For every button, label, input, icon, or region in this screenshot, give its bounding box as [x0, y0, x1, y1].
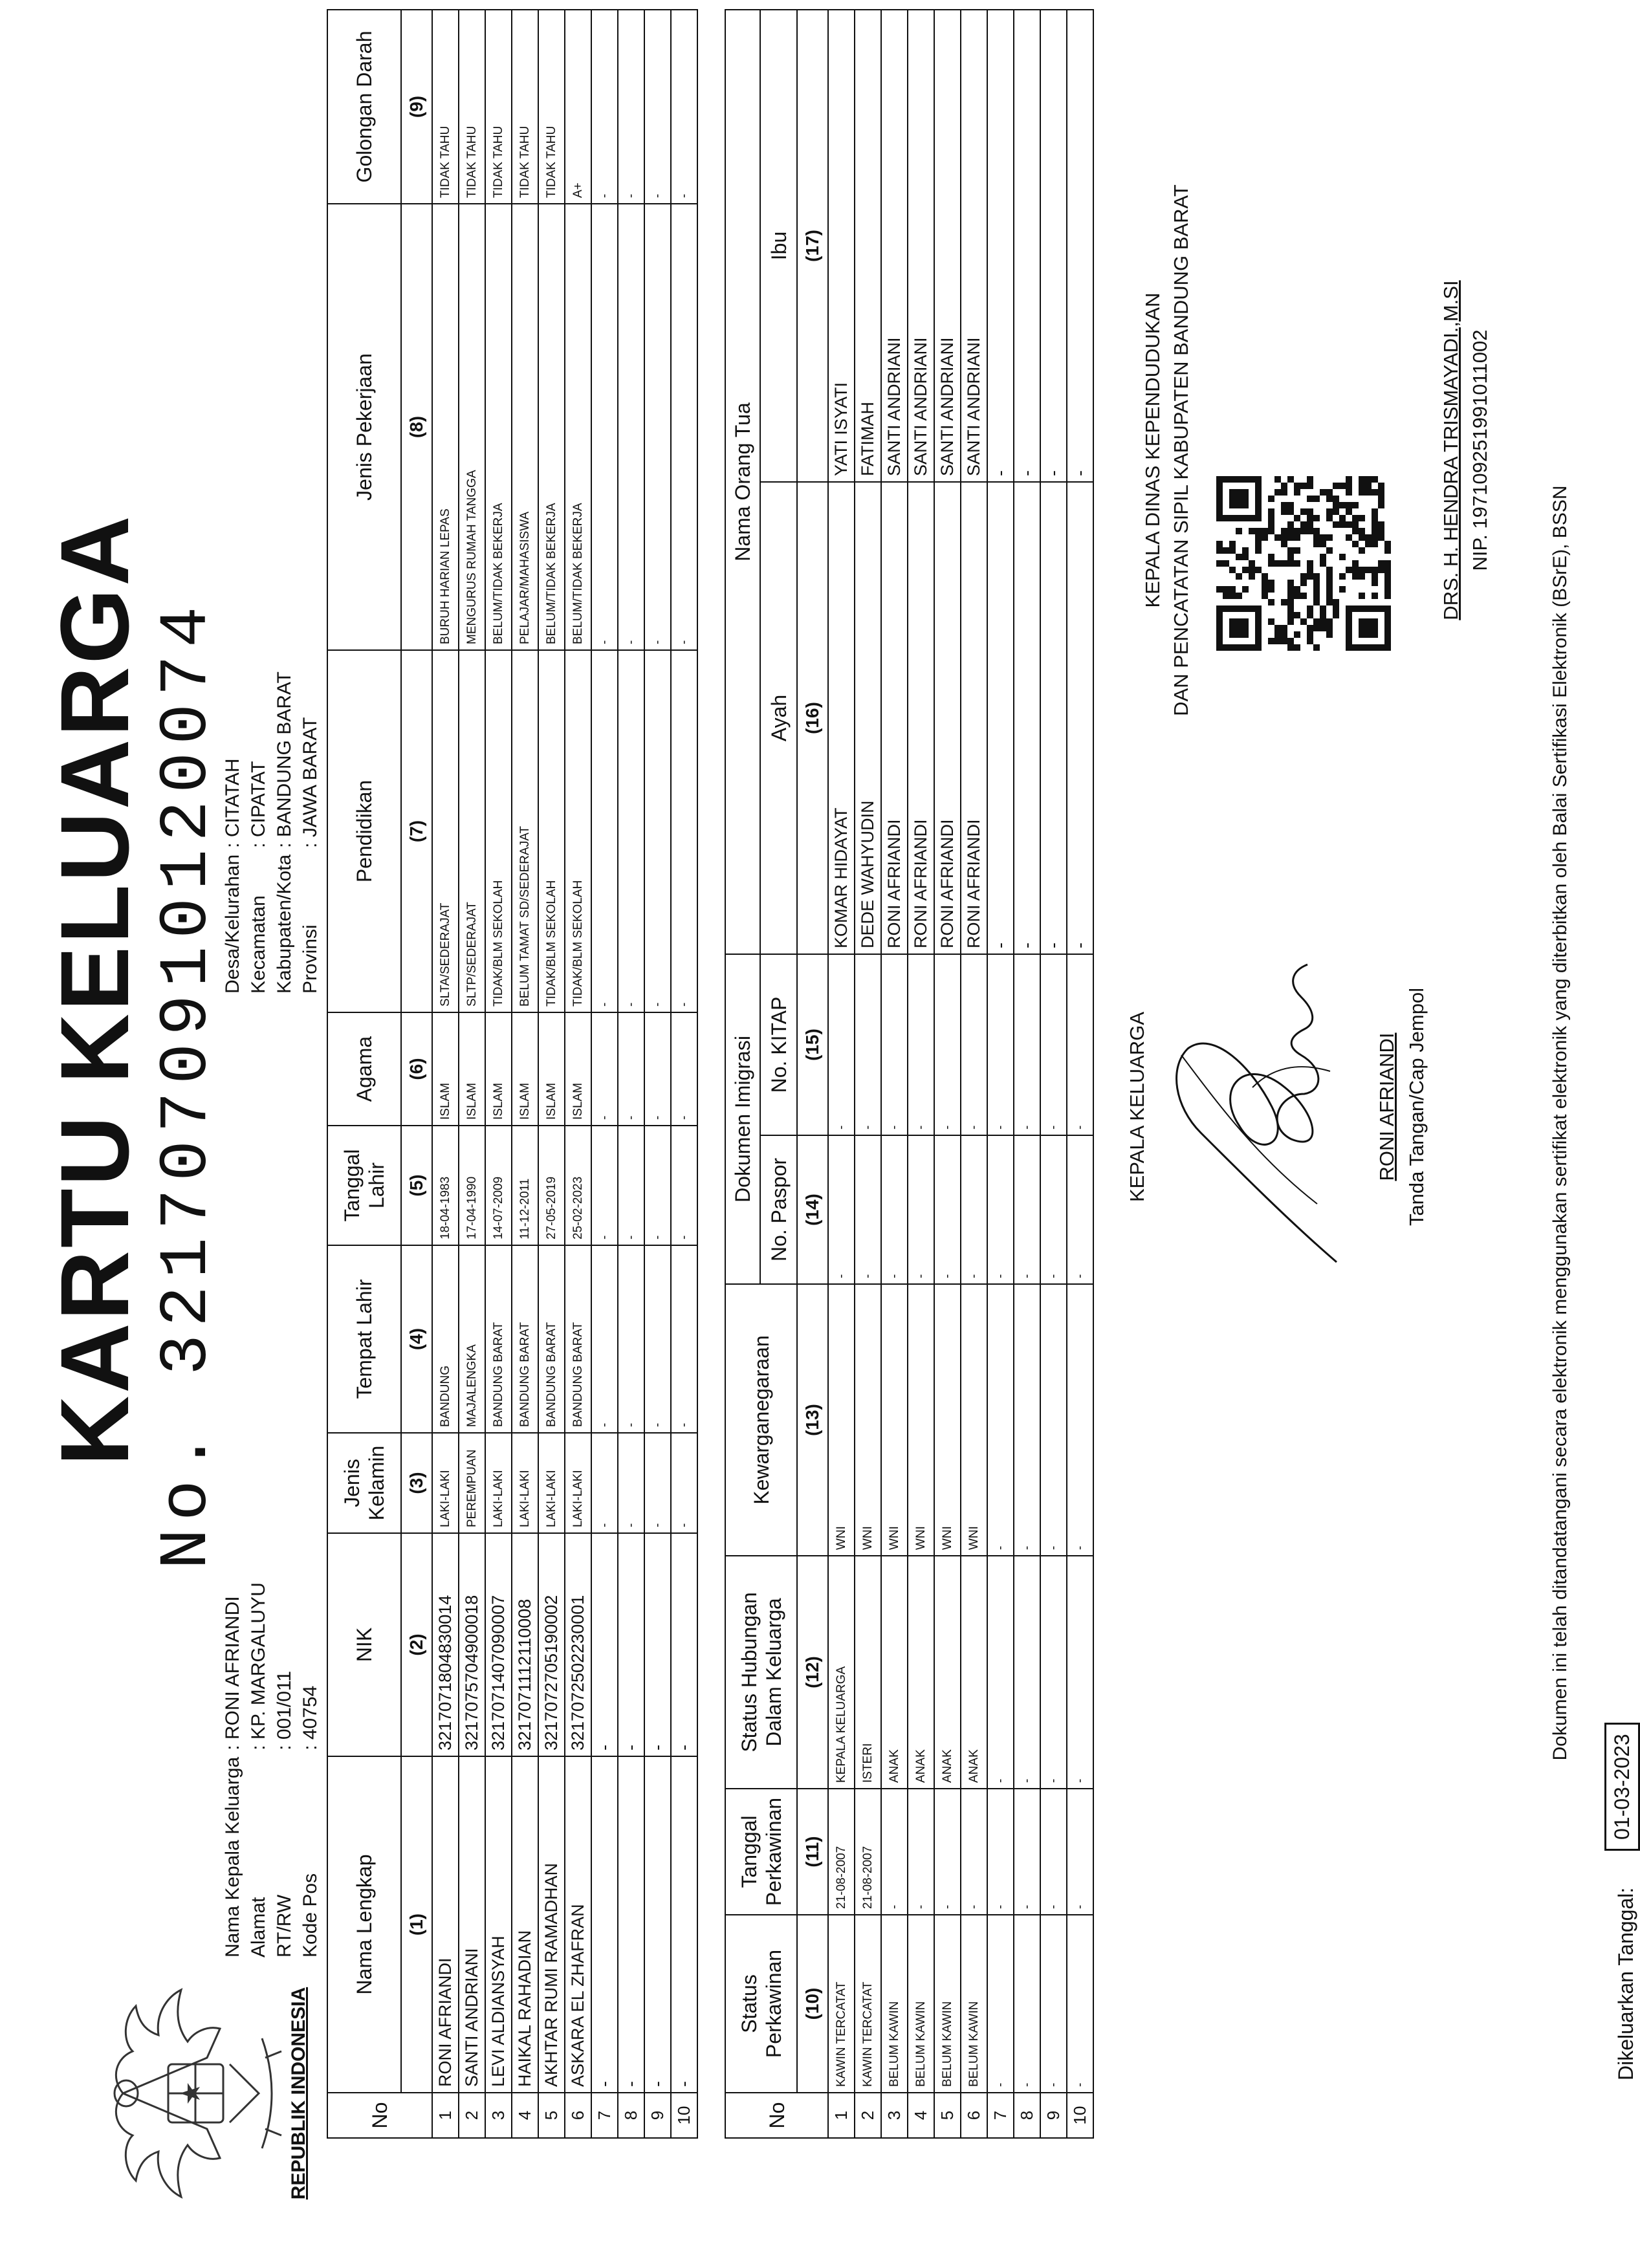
table-cell: - [671, 10, 697, 204]
table-cell: 3 [881, 2093, 908, 2138]
table-cell: - [618, 650, 644, 1012]
table-cell: 10 [1067, 2093, 1093, 2138]
handwritten-signature [1162, 913, 1362, 1301]
table-cell: - [671, 1126, 697, 1245]
table-cell: - [644, 204, 671, 650]
table-cell: WNI [881, 1284, 908, 1556]
table-cell: - [1067, 1789, 1093, 1915]
table-cell: - [671, 1012, 697, 1126]
table-cell: KEPALA KELUARGA [828, 1556, 855, 1789]
table-cell: - [671, 1756, 697, 2093]
table-cell: ISLAM [512, 1012, 538, 1126]
table-cell: 4 [512, 2093, 538, 2138]
table-cell: - [1040, 1915, 1067, 2093]
table-cell: 25-02-2023 [565, 1126, 591, 1245]
table-cell: - [987, 1556, 1014, 1789]
table-cell: SANTI ANDRIANI [459, 1756, 485, 2093]
table-cell: TIDAK TAHU [432, 10, 459, 204]
col-header-marital-status: Status Perkawinan [725, 1915, 797, 2093]
table-cell: - [934, 1135, 961, 1284]
table-cell: TIDAK/BLM SEKOLAH [565, 650, 591, 1012]
table-cell: RONI AFRIANDI [908, 482, 934, 954]
table-cell: - [591, 1533, 618, 1756]
address-value: : KP. MARGALUYU [246, 1582, 272, 1750]
table-cell: - [1014, 10, 1040, 482]
table-cell: - [987, 10, 1014, 482]
table-cell: - [1067, 10, 1093, 482]
table-cell: BELUM/TIDAK BEKERJA [538, 204, 565, 650]
info-label: Desa/Kelurahan [222, 854, 243, 994]
table-cell: - [644, 1533, 671, 1756]
province-value: : JAWA BARAT [298, 671, 323, 848]
table-cell: ISLAM [459, 1012, 485, 1126]
info-label: RT/RW [274, 1894, 295, 1957]
table-cell: LAKI-LAKI [485, 1433, 512, 1533]
col-header-no: No [725, 2093, 828, 2138]
table-cell: ANAK [934, 1556, 961, 1789]
table-cell: BELUM KAWIN [934, 1915, 961, 2093]
village-value: : CITATAH [220, 671, 246, 848]
table-cell: - [591, 1756, 618, 2093]
issued-date-value: 01-03-2023 [1604, 1723, 1640, 1851]
table-cell: - [908, 954, 934, 1135]
table-cell: - [961, 954, 987, 1135]
table-cell: SANTI ANDRIANI [934, 10, 961, 482]
table-cell: 3217071407090007 [485, 1533, 512, 1756]
table-cell: TIDAK TAHU [538, 10, 565, 204]
table-row [1067, 10, 1093, 2138]
table-cell: 6 [961, 2093, 987, 2138]
table-cell: MAJALENGKA [459, 1245, 485, 1433]
table-cell: - [671, 204, 697, 650]
table-row [987, 10, 1014, 2138]
table-cell: TIDAK/BLM SEKOLAH [485, 650, 512, 1012]
col-number: (7) [401, 650, 432, 1012]
table-cell: BELUM/TIDAK BEKERJA [565, 204, 591, 650]
table-cell: 3217071112110008 [512, 1533, 538, 1756]
table-cell: TIDAK/BLM SEKOLAH [538, 650, 565, 1012]
table-cell: ANAK [961, 1556, 987, 1789]
table-cell: FATIMAH [855, 10, 881, 482]
table-cell: - [644, 10, 671, 204]
info-label: Kabupaten/Kota [274, 854, 295, 994]
table-row [644, 10, 671, 2138]
table-cell: ANAK [908, 1556, 934, 1789]
table-cell: TIDAK TAHU [512, 10, 538, 204]
table-cell: SANTI ANDRIANI [908, 10, 934, 482]
official-title-line-1: KEPALA DINAS KEPENDUDUKAN [1141, 292, 1164, 608]
table-cell: - [1067, 482, 1093, 954]
table-cell: - [828, 1135, 855, 1284]
col-header-kitap: No. KITAP [760, 954, 797, 1135]
col-header-mother: Ibu [760, 10, 797, 482]
table-cell: BELUM/TIDAK BEKERJA [485, 204, 512, 650]
table-cell: - [1040, 1284, 1067, 1556]
col-number: (5) [401, 1126, 432, 1245]
table-cell: - [1014, 1789, 1040, 1915]
col-header-education: Pendidikan [327, 650, 401, 1012]
table-cell: - [591, 1433, 618, 1533]
signature-role: KEPALA KELUARGA [1126, 1011, 1148, 1203]
table-cell: 8 [618, 2093, 644, 2138]
table-row [671, 10, 697, 2138]
col-header-citizenship: Kewarganegaraan [725, 1284, 797, 1556]
table-row [961, 10, 987, 2138]
col-number: (17) [797, 10, 828, 482]
table-cell: LEVI ALDIANSYAH [485, 1756, 512, 2093]
table-cell: SLTP/SEDERAJAT [459, 650, 485, 1012]
table-cell: 5 [934, 2093, 961, 2138]
table-cell: - [644, 1245, 671, 1433]
col-number: (12) [797, 1556, 828, 1789]
table-cell: 9 [1040, 2093, 1067, 2138]
table-cell: KAWIN TERCATAT [855, 1915, 881, 2093]
table-cell: - [591, 1126, 618, 1245]
table-cell: ANAK [881, 1556, 908, 1789]
table-cell: - [618, 10, 644, 204]
col-number: (9) [401, 10, 432, 204]
table-row [1014, 10, 1040, 2138]
table-cell: - [1014, 1284, 1040, 1556]
table-cell: - [881, 954, 908, 1135]
district-value: : CIPATAT [246, 671, 272, 848]
table-cell: - [908, 1135, 934, 1284]
table-cell: RONI AFRIANDI [881, 482, 908, 954]
table-cell: - [591, 10, 618, 204]
table-cell: - [934, 1789, 961, 1915]
table-cell: LAKI-LAKI [512, 1433, 538, 1533]
info-label: Kode Pos [300, 1873, 321, 1957]
family-card-number: No. 3217070910120074 [149, 598, 226, 1569]
table-row [855, 10, 881, 2138]
table-cell: 18-04-1983 [432, 1126, 459, 1245]
table-cell: - [591, 1012, 618, 1126]
table-cell: - [1040, 1135, 1067, 1284]
table-row [485, 10, 512, 2138]
table-cell: BELUM TAMAT SD/SEDERAJAT [512, 650, 538, 1012]
table-row [512, 10, 538, 2138]
table-row [1040, 10, 1067, 2138]
table-cell: - [961, 1789, 987, 1915]
table-cell: - [961, 1135, 987, 1284]
col-number: (10) [797, 1915, 828, 2093]
col-header-father: Ayah [760, 482, 797, 954]
table-cell: - [591, 1245, 618, 1433]
table-cell: ASKARA EL ZHAFRAN [565, 1756, 591, 2093]
table-cell: - [591, 204, 618, 650]
col-header-name: Nama Lengkap [327, 1756, 401, 2093]
col-number: (1) [401, 1756, 432, 2093]
table-cell: - [1067, 1135, 1093, 1284]
table-row [591, 10, 618, 2138]
table-cell: 4 [908, 2093, 934, 2138]
table-cell: RONI AFRIANDI [934, 482, 961, 954]
table-cell: 27-05-2019 [538, 1126, 565, 1245]
table-cell: - [671, 650, 697, 1012]
table-cell: 17-04-1990 [459, 1126, 485, 1245]
table-cell: - [644, 1126, 671, 1245]
table-cell: KOMAR HIDAYAT [828, 482, 855, 954]
table-cell: - [618, 1245, 644, 1433]
table-cell: - [618, 204, 644, 650]
table-cell: YATI ISYATI [828, 10, 855, 482]
table-row [618, 10, 644, 2138]
electronic-signature-note: Dokumen ini telah ditandatangani secara elektronik menggunakan sertifikat elektronik yang diterbitkan oleh Balai Sertifikasi Elektronik (BSrE), BSSN [1549, 485, 1571, 1761]
table-cell: 2 [459, 2093, 485, 2138]
col-number: (13) [797, 1284, 828, 1556]
signatory-name: RONI AFRIANDI [1375, 1032, 1398, 1181]
family-members-body [432, 10, 697, 2138]
col-header-immigration-docs: Dokumen Imigrasi [725, 954, 760, 1284]
table-cell: - [644, 1756, 671, 2093]
table-cell: - [855, 1135, 881, 1284]
table-cell: 1 [432, 2093, 459, 2138]
document-title: KARTU KELUARGA [40, 513, 149, 1466]
table-cell: - [1067, 1556, 1093, 1789]
table-cell: - [618, 1126, 644, 1245]
table-cell: - [618, 1756, 644, 2093]
table-cell: 3217075704900018 [459, 1533, 485, 1756]
table-cell: BANDUNG BARAT [538, 1245, 565, 1433]
postal-code-value: : 40754 [298, 1582, 323, 1750]
table-cell: - [1014, 1915, 1040, 2093]
table-cell: WNI [828, 1284, 855, 1556]
table-row [459, 10, 485, 2138]
table-cell: BURUH HARIAN LEPAS [432, 204, 459, 650]
table-cell: 11-12-2011 [512, 1126, 538, 1245]
table-cell: - [881, 1135, 908, 1284]
table-cell: - [855, 954, 881, 1135]
table-cell: - [987, 482, 1014, 954]
col-header-marriage-date: Tanggal Perkawinan [725, 1789, 797, 1915]
col-header-passport: No. Paspor [760, 1135, 797, 1284]
family-members-table [327, 9, 698, 2139]
civil-status-body [828, 10, 1093, 2138]
table-cell: PELAJAR/MAHASISWA [512, 204, 538, 650]
col-header-gender: Jenis Kelamin [327, 1433, 401, 1533]
table-cell: - [1067, 1284, 1093, 1556]
col-header-blood-type: Golongan Darah [327, 10, 401, 204]
table-cell: A+ [565, 10, 591, 204]
table-cell: - [644, 650, 671, 1012]
table-cell: - [671, 1533, 697, 1756]
table-cell: SANTI ANDRIANI [961, 10, 987, 482]
table-cell: - [1040, 1556, 1067, 1789]
head-of-family-signature-block [1126, 800, 1428, 1414]
table-cell: 3217071804830014 [432, 1533, 459, 1756]
table-cell: WNI [961, 1284, 987, 1556]
table-cell: - [987, 1915, 1014, 2093]
col-header-no: No [327, 2093, 432, 2138]
official-title-block [1139, 159, 1196, 741]
col-header-relationship: Status Hubungan Dalam Keluarga [725, 1556, 797, 1789]
civil-status-table [725, 9, 1094, 2139]
table-cell: BELUM KAWIN [961, 1915, 987, 2093]
col-header-nik: NIK [327, 1533, 401, 1756]
table-row [828, 10, 855, 2138]
signature-caption: Tanda Tangan/Cap Jempol [1405, 987, 1428, 1227]
col-number: (11) [797, 1789, 828, 1915]
table-cell: LAKI-LAKI [432, 1433, 459, 1533]
table-cell: ISTERI [855, 1556, 881, 1789]
regency-value: : BANDUNG BARAT [272, 671, 298, 848]
table-cell: 9 [644, 2093, 671, 2138]
col-header-birthplace: Tempat Lahir [327, 1245, 401, 1433]
table-cell: 21-08-2007 [828, 1789, 855, 1915]
table-cell: 3217072705190002 [538, 1533, 565, 1756]
table-cell: BANDUNG BARAT [512, 1245, 538, 1433]
table-row [538, 10, 565, 2138]
table-cell: SLTA/SEDERAJAT [432, 650, 459, 1012]
table-cell: LAKI-LAKI [565, 1433, 591, 1533]
info-label: Nama Kepala Keluarga [222, 1756, 243, 1957]
table-cell: 1 [828, 2093, 855, 2138]
table-cell: - [1067, 954, 1093, 1135]
table-cell: - [671, 1433, 697, 1533]
col-header-parents: Nama Orang Tua [725, 10, 760, 954]
table-row [881, 10, 908, 2138]
table-cell: - [1067, 1915, 1093, 2093]
table-cell: RONI AFRIANDI [432, 1756, 459, 2093]
table-cell: WNI [908, 1284, 934, 1556]
table-cell: - [644, 1433, 671, 1533]
country-label: REPUBLIK INDONESIA [288, 1987, 309, 2200]
col-header-occupation: Jenis Pekerjaan [327, 204, 401, 650]
table-cell: 6 [565, 2093, 591, 2138]
info-label: Provinsi [300, 924, 321, 994]
table-cell: SANTI ANDRIANI [881, 10, 908, 482]
col-number: (16) [797, 482, 828, 954]
table-cell: - [828, 954, 855, 1135]
region-info [220, 671, 323, 994]
table-cell: - [987, 954, 1014, 1135]
issued-date-label: Dikeluarkan Tanggal: [1614, 1887, 1637, 2080]
info-label: Alamat [248, 1897, 269, 1957]
table-cell: 8 [1014, 2093, 1040, 2138]
col-number: (8) [401, 204, 432, 650]
table-row [432, 10, 459, 2138]
table-cell: 5 [538, 2093, 565, 2138]
table-cell: 14-07-2009 [485, 1126, 512, 1245]
table-row [565, 10, 591, 2138]
col-header-birthdate: Tanggal Lahir [327, 1126, 401, 1245]
col-number: (3) [401, 1433, 432, 1533]
table-cell: 21-08-2007 [855, 1789, 881, 1915]
table-cell: 7 [591, 2093, 618, 2138]
table-cell: TIDAK TAHU [459, 10, 485, 204]
table-cell: - [987, 1135, 1014, 1284]
table-cell: BANDUNG BARAT [485, 1245, 512, 1433]
table-cell: - [644, 1012, 671, 1126]
table-cell: - [618, 1433, 644, 1533]
table-cell: MENGURUS RUMAH TANGGA [459, 204, 485, 650]
official-nip: NIP. 197109251991011002 [1469, 329, 1491, 571]
col-number: (15) [797, 954, 828, 1135]
table-cell: - [987, 1284, 1014, 1556]
table-cell: - [1014, 1556, 1040, 1789]
table-cell: - [1014, 954, 1040, 1135]
table-cell: 10 [671, 2093, 697, 2138]
info-label: Kecamatan [248, 895, 269, 994]
table-cell: - [1040, 10, 1067, 482]
table-cell: 3 [485, 2093, 512, 2138]
table-cell: 3217072502230001 [565, 1533, 591, 1756]
table-cell: - [1040, 1789, 1067, 1915]
table-cell: TIDAK TAHU [485, 10, 512, 204]
table-cell: 7 [987, 2093, 1014, 2138]
table-cell: - [934, 954, 961, 1135]
table-cell: HAIKAL RAHADIAN [512, 1756, 538, 2093]
table-cell: - [1014, 482, 1040, 954]
table-cell: ISLAM [565, 1012, 591, 1126]
table-cell: ISLAM [485, 1012, 512, 1126]
table-cell: BELUM KAWIN [908, 1915, 934, 2093]
head-of-family-value: : RONI AFRIANDI [220, 1582, 246, 1750]
table-cell: - [1040, 482, 1067, 954]
garuda-emblem-icon [97, 1980, 285, 2207]
table-cell: RONI AFRIANDI [961, 482, 987, 954]
table-cell: WNI [934, 1284, 961, 1556]
table-cell: AKHTAR RUMI RAMADHAN [538, 1756, 565, 2093]
official-title-line-2: DAN PENCATATAN SIPIL KABUPATEN BANDUNG BARAT [1170, 184, 1192, 716]
col-header-religion: Agama [327, 1012, 401, 1126]
table-cell: - [1040, 954, 1067, 1135]
col-number: (4) [401, 1245, 432, 1433]
table-cell: - [618, 1012, 644, 1126]
table-cell: KAWIN TERCATAT [828, 1915, 855, 2093]
table-cell: - [881, 1789, 908, 1915]
rt-rw-value: : 001/011 [272, 1582, 298, 1750]
col-number: (2) [401, 1533, 432, 1756]
col-number: (6) [401, 1012, 432, 1126]
table-cell: - [671, 1245, 697, 1433]
table-cell: LAKI-LAKI [538, 1433, 565, 1533]
table-cell: BANDUNG BARAT [565, 1245, 591, 1433]
table-cell: - [618, 1533, 644, 1756]
official-name: DRS. H. HENDRA TRISMAYADI.,M.SI [1439, 280, 1462, 620]
table-cell: - [987, 1789, 1014, 1915]
table-row [908, 10, 934, 2138]
table-cell: - [591, 650, 618, 1012]
household-info [220, 1582, 323, 1957]
table-cell: DEDE WAHYUDIN [855, 482, 881, 954]
table-cell: 2 [855, 2093, 881, 2138]
col-number: (14) [797, 1135, 828, 1284]
table-cell: WNI [855, 1284, 881, 1556]
table-cell: PEREMPUAN [459, 1433, 485, 1533]
table-cell: BANDUNG [432, 1245, 459, 1433]
table-cell: - [1014, 1135, 1040, 1284]
table-row [934, 10, 961, 2138]
table-cell: ISLAM [432, 1012, 459, 1126]
table-cell: ISLAM [538, 1012, 565, 1126]
table-cell: BELUM KAWIN [881, 1915, 908, 2093]
table-cell: - [908, 1789, 934, 1915]
qr-code-icon [1216, 476, 1391, 651]
